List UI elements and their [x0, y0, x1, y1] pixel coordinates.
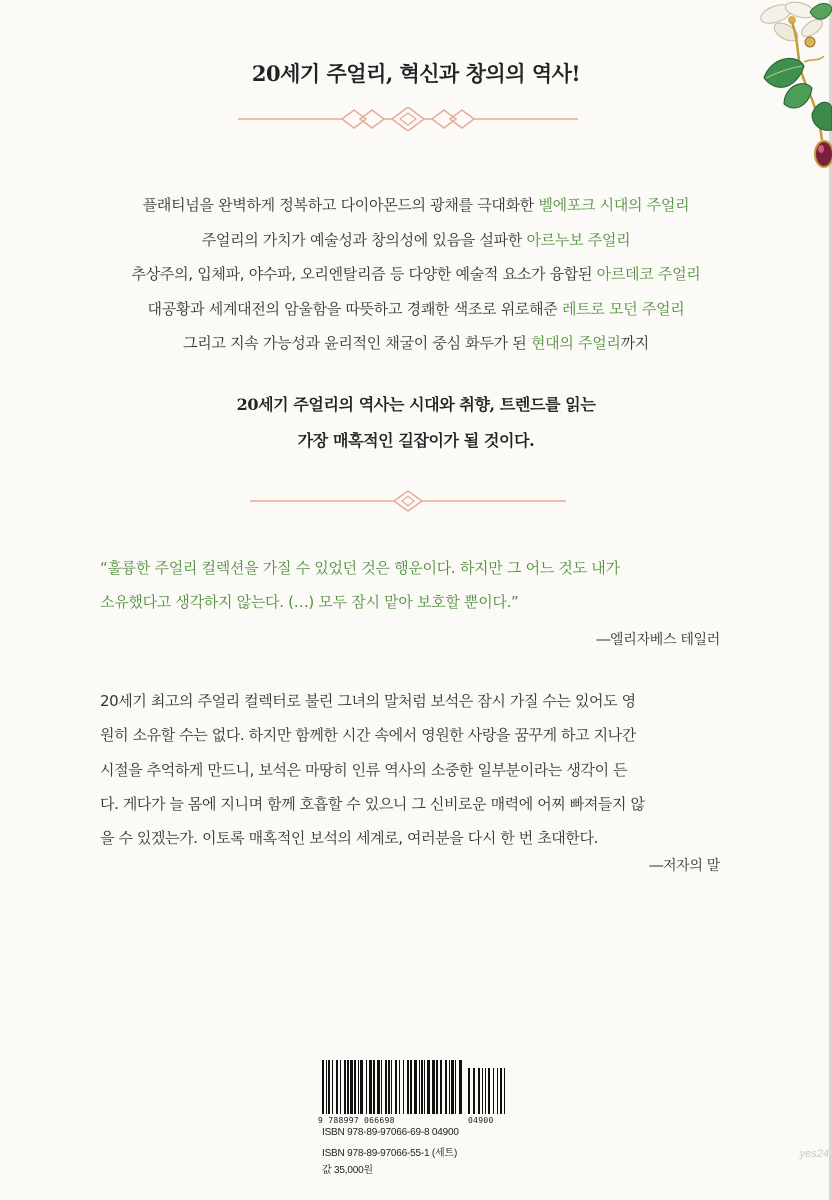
barcode-bar: [391, 1060, 392, 1114]
barcode-addon-bar: [478, 1068, 480, 1114]
ornamental-divider-middle: [238, 489, 578, 513]
barcode-addon-bar: [473, 1068, 475, 1114]
barcode-addon-bar: [485, 1068, 486, 1114]
barcode-bar: [395, 1060, 397, 1114]
body-line: 을 수 있겠는가. 이토록 매혹적인 보석의 세계로, 여러분을 다시 한 번 초대한다.: [100, 829, 598, 848]
barcode-main-digits: 9 788997 066698: [318, 1116, 395, 1125]
barcode-bar: [445, 1060, 447, 1114]
barcode-addon-digits: 04900: [468, 1116, 494, 1125]
body-line: 20세기 최고의 주얼리 컬렉터로 불린 그녀의 말처럼 보석은 잠시 가질 수는 있어도 영: [100, 692, 636, 710]
barcode-bar: [449, 1060, 450, 1114]
barcode-bar: [432, 1060, 435, 1114]
barcode-bar: [427, 1060, 430, 1114]
quote-line: “훌륭한 주얼리 컬렉션을 가질 수 있었던 것은 행운이다. 하지만 그 어느 것도 내가: [100, 559, 620, 577]
quote-line: 소유했다고 생각하지 않는다. (…) 모두 잠시 맡아 보호할 뿐이다.”: [100, 593, 519, 611]
intro-highlight: 레트로 모던 주얼리: [561, 299, 685, 318]
highlight-statement: [0, 387, 832, 459]
ornamental-divider-top: [238, 107, 578, 131]
intro-text: 플래티넘을 완벽하게 정복하고 다이아몬드의 광채를 극대화한: [142, 196, 539, 214]
intro-line: [0, 223, 832, 258]
barcode-bar: [326, 1060, 327, 1114]
isbn-line: ISBN 978-89-97066-69-8 04900: [322, 1127, 459, 1138]
barcode-addon-bar: [504, 1068, 505, 1114]
barcode-bar: [336, 1060, 338, 1114]
intro-highlight: 벨에포크 시대의 주얼리: [538, 196, 690, 214]
gem-stone: [815, 141, 832, 167]
barcode-bar: [403, 1060, 404, 1114]
barcode-bar: [455, 1060, 456, 1114]
body-paragraph: [100, 684, 735, 855]
quote-block: [100, 551, 740, 619]
barcode-bar: [347, 1060, 349, 1114]
barcode-bar: [354, 1060, 356, 1114]
barcode-bar: [385, 1060, 387, 1114]
barcode-bar: [350, 1060, 353, 1114]
price-line: 값 35,000원: [322, 1165, 373, 1176]
watermark: yes24: [799, 1148, 829, 1160]
intro-text: 추상주의, 입체파, 야수파, 오리엔탈리즘 등 다양한 예술적 요소가 융합된: [131, 265, 597, 283]
barcode-bar: [410, 1060, 412, 1114]
quote-attribution: ―엘리자베스 테일러: [596, 632, 720, 648]
barcode-bar: [414, 1060, 417, 1114]
barcode-bar: [424, 1060, 425, 1114]
barcode-bar: [436, 1060, 438, 1114]
barcode-bar: [358, 1060, 359, 1114]
barcode-addon-bar: [482, 1068, 483, 1114]
barcode-bar: [407, 1060, 409, 1114]
barcode-bar: [328, 1060, 330, 1114]
intro-line: [0, 188, 832, 223]
barcode-bar: [381, 1060, 382, 1114]
barcode-bars: [318, 1060, 511, 1116]
intro-text: 주얼리의 가치가 예술성과 창의성에 있음을 설파한: [201, 230, 527, 249]
barcode-addon-bar: [468, 1068, 470, 1114]
highlight-line: 20세기 주얼리의 역사는 시대와 취향, 트렌드를 읽는: [236, 395, 596, 414]
intro-line: [0, 257, 832, 292]
intro-highlight: 현대의 주얼리: [530, 334, 621, 352]
jewelry-illustration: [700, 0, 832, 180]
author-attribution: ―저자의 말: [649, 858, 720, 874]
barcode-bar: [340, 1060, 341, 1114]
barcode-bar: [373, 1060, 375, 1114]
intro-highlight: 아르누보 주얼리: [526, 230, 631, 249]
barcode-addon-bar: [497, 1068, 498, 1114]
barcode-bar: [377, 1060, 380, 1114]
barcode-bar: [344, 1060, 346, 1114]
barcode-bar: [419, 1060, 420, 1114]
barcode-digits: [318, 1116, 511, 1125]
barcode-bar: [360, 1060, 363, 1114]
barcode-addon-bar: [500, 1068, 502, 1114]
body-line: 다. 게다가 늘 몸에 지니며 함께 호흡할 수 있으니 그 신비로운 매력에 어찌 빠져들지 않: [100, 794, 645, 813]
barcode-addon-bar: [488, 1068, 490, 1114]
intro-text: 까지: [620, 334, 649, 352]
intro-highlight: 아르데코 주얼리: [596, 265, 701, 283]
barcode-bar: [440, 1060, 442, 1114]
barcode-bar: [369, 1060, 372, 1114]
intro-text: 그리고 지속 가능성과 윤리적인 채굴이 중심 화두가 된: [183, 334, 531, 352]
page-title: 20세기 주얼리, 혁신과 창의의 역사!: [251, 61, 581, 86]
barcode-bar: [451, 1060, 454, 1114]
intro-paragraph: [0, 188, 832, 361]
isbn-set-line: ISBN 978-89-97066-55-1 (세트): [322, 1148, 458, 1159]
intro-line: [0, 326, 832, 361]
barcode-bar: [388, 1060, 390, 1114]
barcode-bar: [399, 1060, 400, 1114]
intro-text: 대공황과 세계대전의 암울함을 따뜻하고 경쾌한 색조로 위로해준: [147, 299, 562, 318]
highlight-line: 가장 매혹적인 길잡이가 될 것이다.: [297, 431, 535, 450]
barcode-bar: [366, 1060, 367, 1114]
barcode-bar: [332, 1060, 333, 1114]
barcode-bar: [459, 1060, 462, 1114]
intro-line: [0, 292, 832, 327]
barcode-bar: [322, 1060, 324, 1114]
barcode-addon-bar: [493, 1068, 494, 1114]
body-line: 원히 소유할 수는 없다. 하지만 함께한 시간 속에서 영원한 사랑을 꿈꾸게 하고 지나간: [100, 726, 636, 745]
body-line: 시절을 추억하게 만드니, 보석은 마땅히 인류 역사의 소중한 일부분이라는 생각이 든: [100, 760, 628, 779]
barcode-bar: [421, 1060, 423, 1114]
